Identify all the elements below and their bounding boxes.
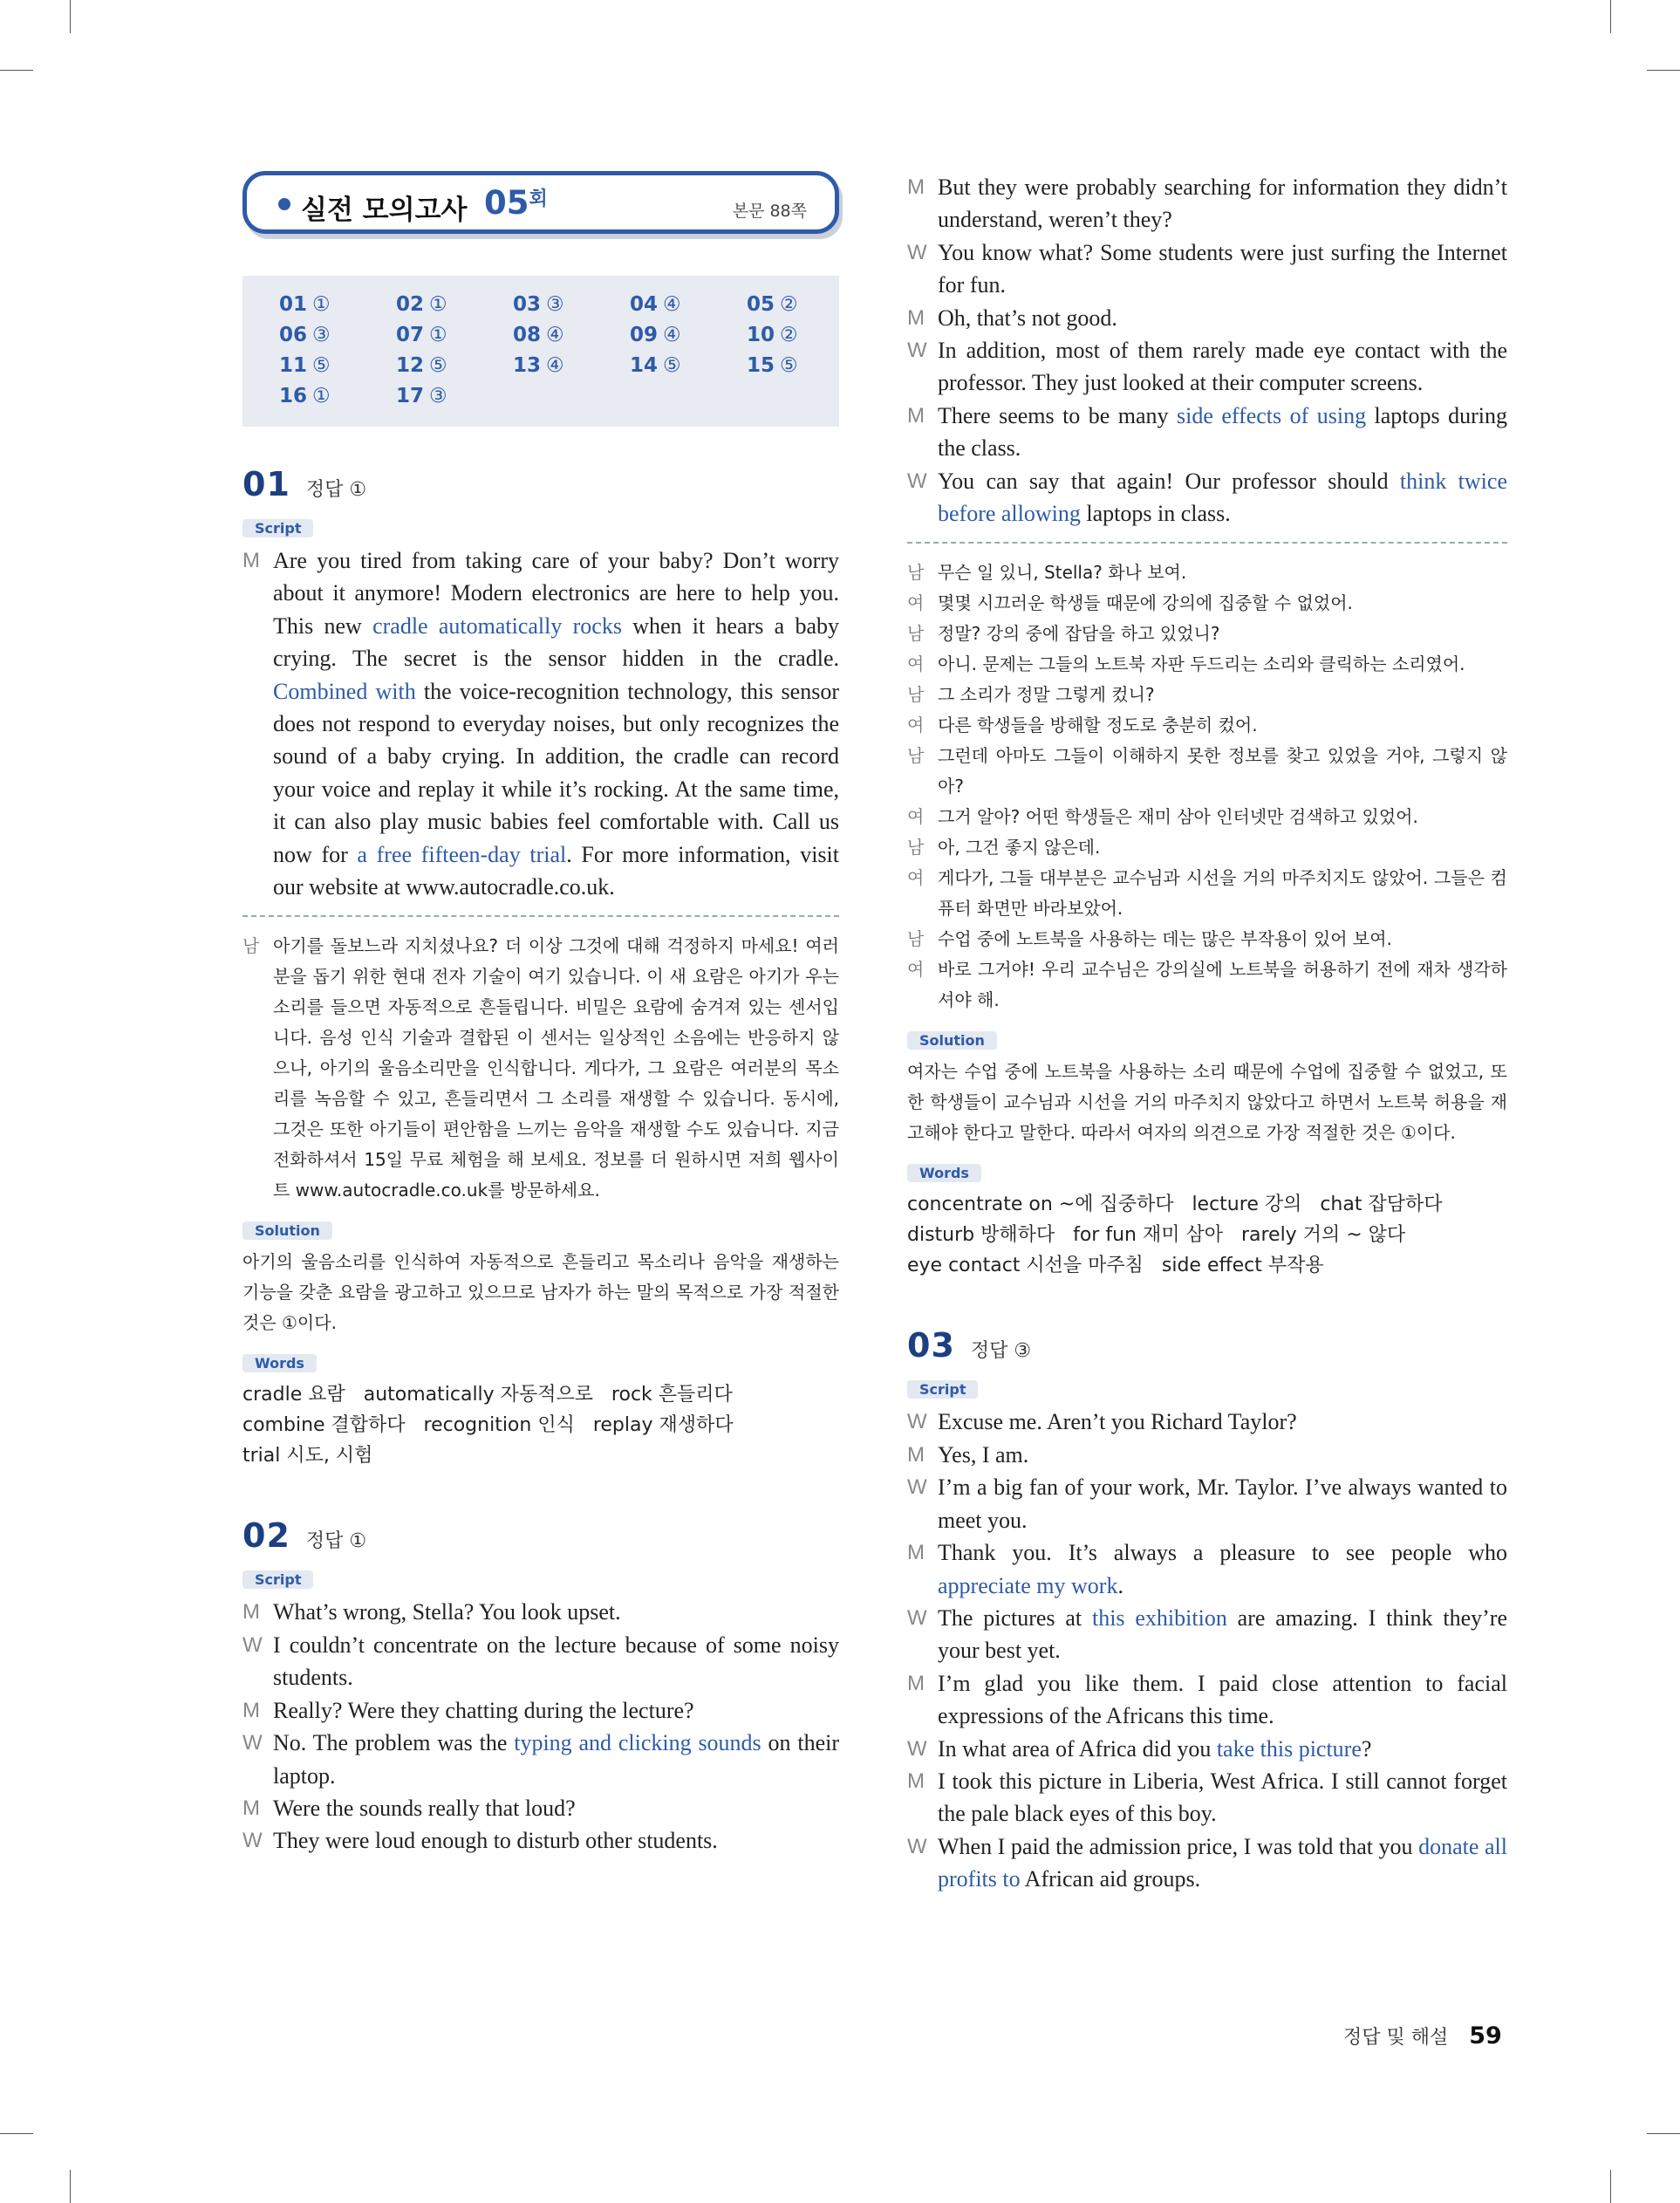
question-02-solution: 여자는 수업 중에 노트북을 사용하는 소리 때문에 수업에 집중할 수 없었고, 또한 학생들이 교수님과 시선을 거의 마주치지 않았다고 하면서 노트북 허용을 재고해야 한다고 말한다. 따라서 여자의 의견으로 가장 적절한 것은 ①이다. xyxy=(907,1061,1507,1144)
question-03-script xyxy=(907,1406,1507,1895)
translation-text: 그런데 아마도 그들이 이해하지 못한 정보를 찾고 있었을 거야, 그렇지 않아? xyxy=(938,745,1507,797)
answer-choice: ⑤ xyxy=(312,354,331,377)
translation-text: 몇몇 시끄러운 학생들 때문에 강의에 집중할 수 없었어. xyxy=(938,592,1353,614)
line-text: You know what? Some students were just surfing the Internet for fun. xyxy=(938,239,1507,298)
translation-text: 아기를 돌보느라 지치셨나요? 더 이상 그것에 대해 걱정하지 마세요! 여러분을 돕기 위한 현대 전자 기술이 여기 있습니다. 이 새 요람은 아기가 우는 소리를 들으면 자동적으로 흔들립니다. 비밀은 요람에 숨겨져 있는 센서입니다. 음성 인식 기술과 결합된 이 센서는 일상적인 소음에는 반응하지 않으나, 아기의 울음소리만을 인식합니다. 게다가, 그 요람은 여러분의 목소리를 녹음할 수 있고, 흔들리면서 그 소리를 재생할 수 있습니다. 동시에, 그것은 또한 아기들이 편안함을 느끼는 음악을 재생할 수도 있습니다. 지금 전화하셔서 15일 무료 체험을 해 보세요. 정보를 더 원하시면 저희 웹사이트 www.autocradle.co.uk를 방문하세요. xyxy=(273,935,839,1201)
dialogue-line xyxy=(242,1824,839,1857)
question-01-translation xyxy=(242,931,839,1206)
line-text: on their laptop. xyxy=(273,1730,839,1789)
dialogue-line xyxy=(907,1830,1507,1896)
dialogue-line xyxy=(907,236,1507,302)
speaker: 남 xyxy=(907,623,925,645)
answer-choice: ② xyxy=(780,293,798,316)
answer-choice: ④ xyxy=(546,354,564,377)
line-text: are amazing. I think they’re your best yet. xyxy=(938,1604,1508,1664)
answer-choice: ① xyxy=(429,324,447,346)
answer-number: 08 xyxy=(513,324,542,346)
translation-text: 정말? 강의 중에 잡담을 하고 있었니? xyxy=(938,623,1220,645)
dialogue-line xyxy=(907,400,1507,465)
translation-line xyxy=(907,680,1507,710)
answer-cell xyxy=(630,354,747,377)
speaker: M xyxy=(242,549,260,572)
answer-cell xyxy=(396,293,513,316)
divider xyxy=(907,542,1507,544)
footer-label: 정답 및 해설 xyxy=(1343,2027,1449,2049)
line-text: the voice-recognition technology, this sensor does not respond to everyday noises, but only recognizes the sound of a baby crying. In addition, the cradle can record your voice and replay it while it’s rocking. At the same time, it can also play music babies feel comfortable with. Call us now for xyxy=(273,678,839,867)
speaker: W xyxy=(907,469,927,493)
key-phrase: typing and clicking sounds xyxy=(514,1730,761,1756)
answer-choice: ③ xyxy=(429,385,447,407)
translation-line xyxy=(907,863,1507,924)
words-label: Words xyxy=(242,1354,317,1372)
dialogue-line xyxy=(907,1667,1507,1733)
key-phrase: take this picture xyxy=(1216,1735,1362,1762)
speaker: W xyxy=(907,339,927,363)
speaker: 남 xyxy=(242,935,260,957)
translation-text: 그 소리가 정말 그렇게 컸니? xyxy=(938,684,1155,706)
translation-line xyxy=(907,832,1507,863)
speaker: W xyxy=(907,1475,927,1500)
key-phrase: Combined with xyxy=(273,678,416,704)
line-text: . For more information, visit our website at www.autocradle.co.uk. xyxy=(273,841,839,900)
translation-text: 바로 그거야! 우리 교수님은 강의실에 노트북을 허용하기 전에 재차 생각하셔야 해. xyxy=(938,959,1507,1011)
line-text: You can say that again! Our professor should xyxy=(938,468,1400,494)
answer-choice: ④ xyxy=(663,293,681,316)
question-02-translation xyxy=(907,558,1507,1016)
line-text: What’s wrong, Stella? You look upset. xyxy=(273,1599,621,1625)
dialogue-line xyxy=(242,1629,839,1694)
words-label: Words xyxy=(907,1164,981,1182)
test-title: 실전 모의고사 xyxy=(301,195,468,226)
answer-number: 03 xyxy=(513,293,542,316)
speaker: W xyxy=(907,240,927,264)
speaker: M xyxy=(907,175,925,199)
translation-text: 아니. 문제는 그들의 노트북 자판 두드리는 소리와 클릭하는 소리였어. xyxy=(938,653,1465,675)
answer-choice: ③ xyxy=(546,293,564,316)
script-label: Script xyxy=(907,1380,978,1399)
question-01-words xyxy=(242,1379,839,1471)
question-02-heading: 02 정답 ① xyxy=(242,1516,367,1556)
divider xyxy=(242,915,839,917)
question-03-heading: 03 정답 ③ xyxy=(907,1326,1032,1365)
answer-choice: ② xyxy=(780,324,798,346)
answer-cell xyxy=(279,324,396,346)
speaker: 남 xyxy=(907,928,925,950)
answer-cell xyxy=(513,354,630,377)
line-text: Excuse me. Aren’t you Richard Taylor? xyxy=(938,1409,1297,1435)
speaker: 여 xyxy=(907,806,925,828)
answer-cell xyxy=(279,354,396,377)
line-text: Are you tired from taking care of your baby? Don’t worry about it anymore! Modern electronics are here to help you. This new xyxy=(273,548,839,639)
translation-line xyxy=(907,588,1507,619)
line-text: I took this picture in Liberia, West Africa. I still cannot forget the pale black eyes of this boy. xyxy=(938,1768,1507,1827)
answer-cell xyxy=(513,324,630,346)
test-header xyxy=(242,171,839,234)
answer-cell xyxy=(279,293,396,316)
answer-number: 11 xyxy=(279,354,308,377)
speaker: M xyxy=(242,1698,260,1722)
line-text: when it hears a baby crying. The secret is the sensor hidden in the cradle. xyxy=(273,612,839,672)
answer-number: 02 xyxy=(396,293,425,316)
answer-cell xyxy=(279,385,396,407)
speaker: M xyxy=(907,1769,925,1793)
line-text: Were the sounds really that loud? xyxy=(273,1795,576,1821)
speaker: 여 xyxy=(907,653,925,675)
line-text: Yes, I am. xyxy=(938,1441,1029,1468)
speaker: W xyxy=(907,1605,927,1630)
answer-number: 13 xyxy=(513,354,542,377)
line-text: . xyxy=(1117,1572,1123,1598)
line-text: ? xyxy=(1361,1735,1372,1762)
right-column xyxy=(907,171,1507,1896)
answer-number: 04 xyxy=(630,293,659,316)
line-text: laptops in class. xyxy=(1080,501,1231,527)
left-column xyxy=(242,171,839,1857)
speaker: 남 xyxy=(907,837,925,859)
speaker: 여 xyxy=(907,715,925,736)
line-text: I’m a big fan of your work, Mr. Taylor. I’ve always wanted to meet you. xyxy=(938,1474,1507,1533)
key-phrase: a free fifteen-day trial xyxy=(357,841,567,867)
test-number: $05^회$ xyxy=(484,184,548,222)
question-01-script xyxy=(242,544,839,903)
speaker: W xyxy=(907,1736,927,1761)
word-list-line: concentrate on ~에 집중하다 lecture 강의 chat 잡담하다 xyxy=(907,1194,1443,1216)
answer-choice: ⑤ xyxy=(663,354,681,377)
translation-text: 그거 알아? 어떤 학생들은 재미 삼아 인터넷만 검색하고 있었어. xyxy=(938,806,1418,828)
translation-text: 무슨 일 있니, Stella? 화나 보여. xyxy=(938,562,1187,584)
answer-cell xyxy=(747,293,864,316)
answer-cell xyxy=(630,293,747,316)
translation-line xyxy=(907,649,1507,680)
line-text: The pictures at xyxy=(938,1604,1092,1631)
speaker: 여 xyxy=(907,867,925,889)
solution-label: Solution xyxy=(907,1031,997,1050)
answer-number: 06 xyxy=(279,324,308,346)
line-text: But they were probably searching for information they didn’t understand, weren’t they? xyxy=(938,174,1507,233)
dialogue-line xyxy=(907,302,1507,334)
answer-number: 10 xyxy=(747,324,775,346)
answer-choice: ① xyxy=(312,385,331,407)
key-phrase: this exhibition xyxy=(1091,1604,1227,1631)
dialogue-line xyxy=(907,465,1507,530)
translation-line xyxy=(907,954,1507,1016)
speaker: 여 xyxy=(907,592,925,614)
word-list-line: trial 시도, 시험 xyxy=(242,1445,373,1468)
answer-cell xyxy=(747,354,864,377)
dialogue-line xyxy=(907,171,1507,236)
answer-number: 12 xyxy=(396,354,425,377)
answer-cell xyxy=(396,324,513,346)
key-phrase: think twice before allowing xyxy=(938,468,1507,527)
answer-number: 15 xyxy=(747,354,775,377)
bullet-icon xyxy=(278,198,290,210)
translation-line xyxy=(907,802,1507,832)
question-01-heading: 01 정답 ① xyxy=(242,465,367,503)
speaker: 여 xyxy=(907,959,925,981)
dialogue-line xyxy=(242,1596,839,1628)
speaker: M xyxy=(907,1541,925,1565)
speaker: 남 xyxy=(907,684,925,706)
answer-number: 09 xyxy=(630,324,659,346)
translation-line xyxy=(907,710,1507,741)
speaker: M xyxy=(907,403,925,428)
answer-choice: ① xyxy=(429,293,447,316)
speaker: M xyxy=(242,1796,260,1820)
word-list-line: disturb 방해하다 for fun 재미 삼아 rarely 거의 ~ 않다 xyxy=(907,1224,1406,1247)
dialogue-line xyxy=(907,1765,1507,1830)
line-text: There seems to be many xyxy=(938,402,1177,428)
page-number: 59 xyxy=(1469,2022,1502,2049)
line-text: I’m glad you like them. I paid close attention to facial expressions of the Africans this time. xyxy=(938,1670,1507,1729)
line-text: Oh, that’s not good. xyxy=(938,304,1117,331)
script-label: Script xyxy=(242,519,313,537)
key-phrase: appreciate my work xyxy=(938,1572,1118,1598)
dialogue-line xyxy=(242,1727,839,1792)
dialogue-line xyxy=(907,1439,1507,1471)
key-phrase: donate all profits to xyxy=(938,1833,1507,1892)
answer-cell xyxy=(513,293,630,316)
answer-key-grid xyxy=(242,276,839,427)
answer-choice: ③ xyxy=(312,324,331,346)
line-text: I couldn’t concentrate on the lecture because of some noisy students. xyxy=(273,1632,839,1691)
answer-number: 05 xyxy=(747,293,775,316)
speaker: W xyxy=(242,1829,263,1853)
speaker: M xyxy=(242,1600,260,1625)
speaker: W xyxy=(242,1632,263,1657)
translation-line xyxy=(242,931,839,1206)
word-list-line: combine 결합하다 recognition 인식 replay 재생하다 xyxy=(242,1414,734,1437)
answer-number: 16 xyxy=(279,385,308,407)
speaker: M xyxy=(907,1442,925,1467)
question-01-solution: 아기의 울음소리를 인식하여 자동적으로 흔들리고 목소리나 음악을 재생하는 기능을 갖춘 요람을 광고하고 있으므로 남자가 하는 말의 목적으로 가장 적절한 것은 ①이다. xyxy=(242,1251,839,1334)
translation-text: 게다가, 그들 대부분은 교수님과 시선을 거의 마주치지도 않았어. 그들은 컴퓨터 화면만 바라보았어. xyxy=(938,867,1507,920)
translation-line xyxy=(907,924,1507,954)
key-phrase: cradle automatically rocks xyxy=(372,612,622,639)
dialogue-line xyxy=(907,1406,1507,1438)
answer-choice: ① xyxy=(312,293,331,316)
question-02-script xyxy=(242,1596,839,1857)
question-02-words xyxy=(907,1189,1507,1281)
line-text: In what area of Africa did you xyxy=(938,1735,1217,1762)
dialogue-line xyxy=(907,1602,1507,1667)
speaker: W xyxy=(907,1410,927,1434)
line-text: When I paid the admission price, I was told that you xyxy=(938,1833,1419,1859)
translation-text: 다른 학생들을 방해할 정도로 충분히 컸어. xyxy=(938,715,1258,736)
answer-choice: ⑤ xyxy=(429,354,447,377)
dialogue-line xyxy=(242,1792,839,1824)
line-text: No. The problem was the xyxy=(273,1730,515,1756)
translation-text: 수업 중에 노트북을 사용하는 데는 많은 부작용이 있어 보여. xyxy=(938,928,1392,950)
line-text: They were loud enough to disturb other students. xyxy=(273,1828,718,1854)
dialogue-line xyxy=(242,544,839,903)
answer-number: 17 xyxy=(396,385,425,407)
line-text: African aid groups. xyxy=(1020,1866,1201,1892)
answer-choice: ⑤ xyxy=(780,354,798,377)
speaker: M xyxy=(907,1671,925,1695)
answer-choice: ④ xyxy=(663,324,681,346)
solution-label: Solution xyxy=(242,1221,332,1240)
dialogue-line xyxy=(907,1471,1507,1536)
key-phrase: side effects of using xyxy=(1177,402,1367,428)
translation-line xyxy=(907,558,1507,588)
page-footer xyxy=(1343,2022,1502,2049)
answer-cell xyxy=(396,354,513,377)
answer-cell xyxy=(747,324,864,346)
answer-number: 01 xyxy=(279,293,308,316)
script-label: Script xyxy=(242,1570,313,1589)
answer-cell xyxy=(630,324,747,346)
speaker: M xyxy=(907,305,925,330)
speaker: 남 xyxy=(907,745,925,767)
speaker: 남 xyxy=(907,562,925,584)
answer-choice: ④ xyxy=(546,324,564,346)
dialogue-line xyxy=(907,334,1507,400)
page-reference: 본문 88쪽 xyxy=(732,202,807,221)
question-02-script-continued xyxy=(907,171,1507,530)
answer-number: 14 xyxy=(630,354,659,377)
line-text: laptops during the class. xyxy=(938,402,1507,462)
translation-text: 아, 그건 좋지 않은데. xyxy=(938,837,1101,859)
dialogue-line xyxy=(907,1733,1507,1765)
dialogue-line xyxy=(907,1536,1507,1602)
translation-line xyxy=(907,619,1507,649)
line-text: Thank you. It’s always a pleasure to see people who xyxy=(938,1540,1507,1566)
line-text: Really? Were they chatting during the lecture? xyxy=(273,1697,694,1723)
speaker: W xyxy=(242,1731,263,1755)
answer-number: 07 xyxy=(396,324,425,346)
speaker: W xyxy=(907,1834,927,1858)
answer-cell xyxy=(396,385,513,407)
line-text: In addition, most of them rarely made eye contact with the professor. They just looked at their computer screens. xyxy=(938,338,1507,396)
word-list-line: eye contact 시선을 마주침 side effect 부작용 xyxy=(907,1255,1324,1277)
word-list-line: cradle 요람 automatically 자동적으로 rock 흔들리다 xyxy=(242,1384,733,1406)
dialogue-line xyxy=(242,1694,839,1727)
translation-line xyxy=(907,741,1507,802)
